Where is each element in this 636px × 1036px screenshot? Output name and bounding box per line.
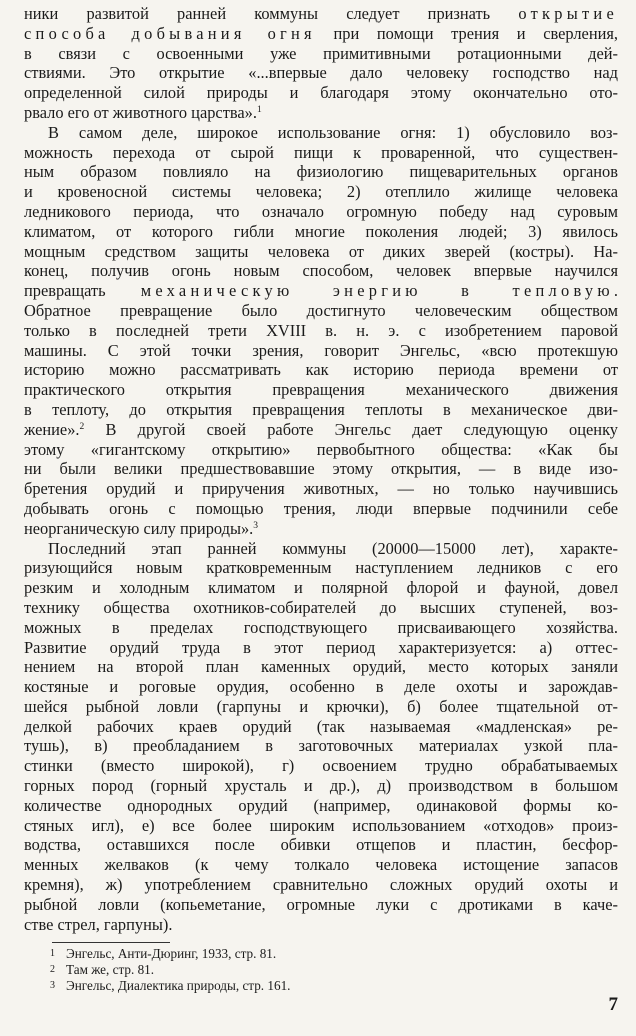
text-line [24,242,618,262]
line-text: конец, получив огонь новым способом, человек впервые научился [24,261,618,281]
text-line [24,321,618,341]
line-text: стве стрел, гарпуны). [24,914,173,934]
footnote-marker: 1 [256,104,262,115]
text-line [24,202,618,222]
text-line [24,44,618,64]
line-text: жение». [24,419,80,439]
text-line [24,479,618,499]
text-line [24,677,618,697]
text-line [24,835,618,855]
text-line [24,697,618,717]
line-text: тушь), в) преобладанием в заготовочных материалах узкой пла- [24,736,618,756]
text-line [24,222,618,242]
line-text: ледникового периода, что означало огромную победу над суровым [24,201,618,221]
footnotes [24,946,618,994]
line-text: кремня), ж) употреблением сравнительно сложных орудий охоты и [24,875,618,895]
text-line [24,638,618,658]
line-text: резким и холодным климатом и полярной флорой и фауной, довел [24,578,618,598]
footnote-marker: 2 [79,421,85,432]
text-line [24,915,618,935]
paragraph [24,123,618,539]
line-text: В самом деле, широкое использование огня: 1) обусловило воз- [48,122,618,142]
footnote-text: Энгельс, Диалектика природы, стр. 161. [66,978,291,994]
text-line [24,717,618,737]
line-text: историю можно рассматривать как историю периода времени от [24,360,618,380]
text-line [24,855,618,875]
footnote [24,962,618,978]
line-text: нением на второй план каменных орудий, место которых заняли [24,657,618,677]
line-text: определенной силой природы и благодаря этому окончательно ото- [24,83,618,103]
line-text: ным образом повлияло на физиологию пищеварительных органов [24,162,618,182]
line-text: рыбной ловли (копьеметание, огромные луки с дротиками в каче- [24,894,618,914]
line-text: можность перехода от сырой пищи к проваренной, что существен- [24,142,618,162]
line-text: ризующийся новым кратковременным наступлением ледников с его [24,558,618,578]
line-text: превращать механическую энергию в тепловую. [24,281,618,301]
line-text: технику общества охотников-собирателей до высших ступеней, воз- [24,597,618,617]
footnote-number: 3 [50,980,55,992]
text-line [24,816,618,836]
text-line [24,875,618,895]
text-line [24,380,618,400]
line-text: ни были велики предшествовавшие этому открытия, — в виде изо- [24,459,618,479]
text-line [24,440,618,460]
text-line [24,261,618,281]
footnote-text: Там же, стр. 81. [66,962,155,978]
line-text: шейся рыбной ловли (гарпуны и крючки), б) более тщательной от- [24,696,618,716]
line-text: машины. С этой точки зрения, говорит Энгельс, «всю протекшую [24,340,618,360]
footnote [24,946,618,962]
line-text: неорганическую силу природы». [24,518,254,538]
line-text: практического открытия превращения механического движения [24,380,618,400]
text-line [24,24,618,44]
line-text: способа добывания огня при помощи трения и сверления, [24,23,618,43]
paragraph [24,4,618,123]
text-line [24,420,618,440]
text-line [24,341,618,361]
body-text [24,4,618,934]
line-text: бретения орудий и приручения животных, — но только научившись [24,479,618,499]
text-line [24,756,618,776]
text-line [24,143,618,163]
footnote-number: 1 [50,948,55,960]
text-line [24,618,618,638]
text-line [24,63,618,83]
line-text: климатом, от которого гибли многие поколения людей; 3) явилось [24,221,618,241]
text-line [24,83,618,103]
text-line [24,796,618,816]
text-line [24,598,618,618]
footnote [24,978,618,994]
text-line [24,539,618,559]
line-text: Последний этап ранней коммуны (20000—15000 лет), характе- [48,538,618,558]
line-text: Развитие орудий труда в этот период характеризуется: а) оттес- [24,637,618,657]
text-line [24,776,618,796]
line-text: делкой рабочих краев орудий (так называемая «мадленская» ре- [24,716,618,736]
line-text: Обратное превращение было достигнуто человеческим обществом [24,300,618,320]
footnote-number: 2 [50,964,55,976]
text-line [24,736,618,756]
line-text: стинки (вместо широкой), г) освоением трудно обрабатываемых [24,756,618,776]
footnote-divider [52,942,170,943]
line-text-continued: В другой своей работе Энгельс дает следующую оценку [84,419,618,439]
text-line [24,519,618,539]
line-text: только в последней трети XVIII в. н. э. с изобретением паровой [24,320,618,340]
emphasis: механическую энергию в тепловую [140,281,614,301]
line-text: водства, оставшихся после обивки отщепов и пластин, бесфор- [24,835,618,855]
text-line [24,281,618,301]
line-text: и кровеносной системы человека; 2) отеплило жилище человека [24,182,618,202]
emphasis: способа добывания огня [24,23,316,43]
emphasis: открытие [518,4,618,23]
line-text: добывать огонь с помощью трения, люди впервые подчинили себе [24,498,618,518]
text-line [24,459,618,479]
line-text: количестве однородных орудий (например, одинаковой формы ко- [24,795,618,815]
line-text: стяных игл), е) все более широким использованием «отходов» произ- [24,815,618,835]
text-line [24,657,618,677]
line-text: менных желваков (к чему толкало человека истощение запасов [24,855,618,875]
line-text: можных в пределах господствующего присваивающего хозяйства. [24,617,618,637]
line-text: ствиями. Это открытие «...впервые дало человеку господство над [24,63,618,83]
text-line [24,558,618,578]
text-line [24,123,618,143]
text-line [24,360,618,380]
page-number: 7 [608,994,618,1015]
line-text: в связи с освоенными уже примитивными ротационными дей- [24,43,618,63]
text-line [24,103,618,123]
paragraph [24,539,618,935]
text-line [24,4,618,24]
line-text: этому «гигантскому открытию» первобытного общества: «Как бы [24,439,618,459]
line-text: рвало его от животного царства». [24,102,257,122]
line-text: костяные и роговые орудия, особенно в деле охоты и зарождав- [24,677,618,697]
text-line [24,162,618,182]
text-line [24,400,618,420]
line-text: в теплоту, до открытия превращения теплоты в механическое дви- [24,399,618,419]
text-line [24,301,618,321]
line-text: ники развитой ранней коммуны следует признать открытие [24,4,618,23]
footnote-marker: 3 [253,520,259,531]
text-line [24,895,618,915]
line-text: горных пород (горный хрусталь и др.), д) производством в большом [24,776,618,796]
footnote-text: Энгельс, Анти-Дюринг, 1933, стр. 81. [66,946,277,962]
line-text: мощным средством защиты человека от диких зверей (костры). На- [24,241,618,261]
text-line [24,499,618,519]
text-line [24,578,618,598]
text-line [24,182,618,202]
